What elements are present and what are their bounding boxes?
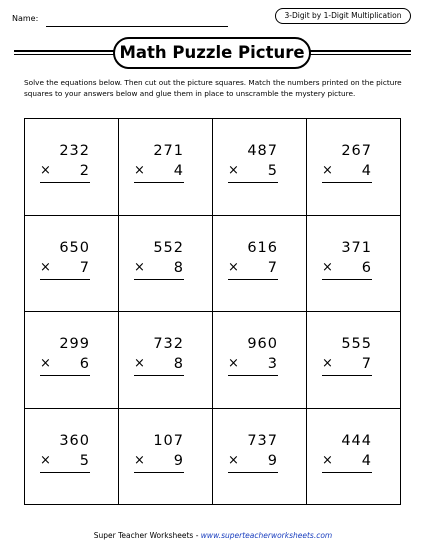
multiplier: 9 <box>267 452 278 469</box>
multiplicand: 232 <box>59 143 90 159</box>
multiplier: 2 <box>79 163 90 179</box>
multiplicand: 487 <box>247 143 278 159</box>
multiplier-row <box>134 161 184 183</box>
multiplicand: 107 <box>153 432 184 449</box>
multiplier-row <box>40 451 90 473</box>
multiplication-problem <box>134 334 184 376</box>
topic-badge: 3-Digit by 1-Digit Multiplication <box>275 8 411 24</box>
multiplicand: 732 <box>153 336 184 352</box>
multiplier-row <box>228 451 278 473</box>
multiplicand: 552 <box>153 239 184 256</box>
times-sign: × <box>134 259 146 275</box>
times-sign: × <box>322 452 334 468</box>
times-sign: × <box>40 163 52 178</box>
footer-brand: Super Teacher Worksheets - <box>93 531 201 540</box>
times-sign: × <box>322 163 334 178</box>
multiplier-row <box>228 258 278 280</box>
multiplicand: 271 <box>153 143 184 159</box>
multiplication-problem <box>40 431 90 473</box>
times-sign: × <box>228 259 240 275</box>
problem-cell <box>25 409 119 506</box>
instructions-text: Solve the equations below. Then cut out the picture squares. Match the numbers printed on the picture squares to your answers below and glue them in place to unscramble the mystery picture. <box>24 78 402 98</box>
multiplication-problem <box>40 238 90 280</box>
problem-grid <box>24 118 401 505</box>
multiplier-row <box>228 161 278 183</box>
multiplicand: 299 <box>59 336 90 352</box>
multiplier-row <box>40 354 90 376</box>
times-sign: × <box>228 452 240 468</box>
problem-cell <box>307 312 401 409</box>
multiplier-row <box>322 161 372 183</box>
times-sign: × <box>322 356 334 371</box>
multiplier: 6 <box>79 356 90 372</box>
multiplication-problem <box>40 141 90 183</box>
times-sign: × <box>40 356 52 371</box>
multiplication-problem <box>134 238 184 280</box>
multiplier-row <box>40 258 90 280</box>
multiplicand: 616 <box>247 239 278 256</box>
multiplicand: 650 <box>59 239 90 256</box>
multiplier: 8 <box>173 259 184 276</box>
multiplication-problem <box>228 431 278 473</box>
problem-cell <box>213 119 307 216</box>
multiplication-problem <box>228 238 278 280</box>
multiplication-problem <box>322 431 372 473</box>
times-sign: × <box>134 163 146 178</box>
problem-cell <box>119 119 213 216</box>
name-label: Name: <box>12 14 39 23</box>
multiplier-row <box>322 258 372 280</box>
multiplier-row <box>322 451 372 473</box>
multiplier: 8 <box>173 356 184 372</box>
multiplication-problem <box>322 238 372 280</box>
name-blank-line[interactable] <box>46 26 228 27</box>
multiplicand: 444 <box>341 432 372 449</box>
multiplication-problem <box>228 334 278 376</box>
times-sign: × <box>134 452 146 468</box>
times-sign: × <box>228 163 240 178</box>
multiplication-problem <box>40 334 90 376</box>
multiplier-row <box>322 354 372 376</box>
multiplier-row <box>134 258 184 280</box>
multiplier: 6 <box>361 259 372 276</box>
multiplicand: 360 <box>59 432 90 449</box>
multiplier: 7 <box>79 259 90 276</box>
times-sign: × <box>134 356 146 371</box>
multiplier: 4 <box>173 163 184 179</box>
multiplicand: 267 <box>341 143 372 159</box>
multiplier: 7 <box>361 356 372 372</box>
problem-cell <box>25 312 119 409</box>
multiplier-row <box>40 161 90 183</box>
multiplier: 4 <box>361 163 372 179</box>
multiplier: 9 <box>173 452 184 469</box>
problem-cell <box>25 216 119 313</box>
problem-cell <box>213 216 307 313</box>
multiplication-problem <box>228 141 278 183</box>
problem-cell <box>25 119 119 216</box>
problem-cell <box>119 216 213 313</box>
multiplication-problem <box>134 431 184 473</box>
footer-url-link[interactable]: www.superteacherworksheets.com <box>200 531 333 540</box>
multiplier-row <box>228 354 278 376</box>
multiplier: 5 <box>267 163 278 179</box>
problem-cell <box>119 312 213 409</box>
multiplication-problem <box>134 141 184 183</box>
times-sign: × <box>322 259 334 275</box>
times-sign: × <box>40 452 52 468</box>
times-sign: × <box>40 259 52 275</box>
multiplication-problem <box>322 334 372 376</box>
multiplier: 4 <box>361 452 372 469</box>
problem-cell <box>307 409 401 506</box>
multiplication-problem <box>322 141 372 183</box>
multiplier: 5 <box>79 452 90 469</box>
multiplier-row <box>134 354 184 376</box>
multiplicand: 737 <box>247 432 278 449</box>
times-sign: × <box>228 356 240 371</box>
footer <box>0 531 426 540</box>
multiplicand: 555 <box>341 336 372 352</box>
multiplicand: 960 <box>247 336 278 352</box>
multiplicand: 371 <box>341 239 372 256</box>
problem-cell <box>213 312 307 409</box>
problem-cell <box>119 409 213 506</box>
multiplier: 7 <box>267 259 278 276</box>
multiplier-row <box>134 451 184 473</box>
problem-cell <box>307 216 401 313</box>
page-title: Math Puzzle Picture <box>113 37 311 69</box>
problem-cell <box>213 409 307 506</box>
multiplier: 3 <box>267 356 278 372</box>
problem-cell <box>307 119 401 216</box>
